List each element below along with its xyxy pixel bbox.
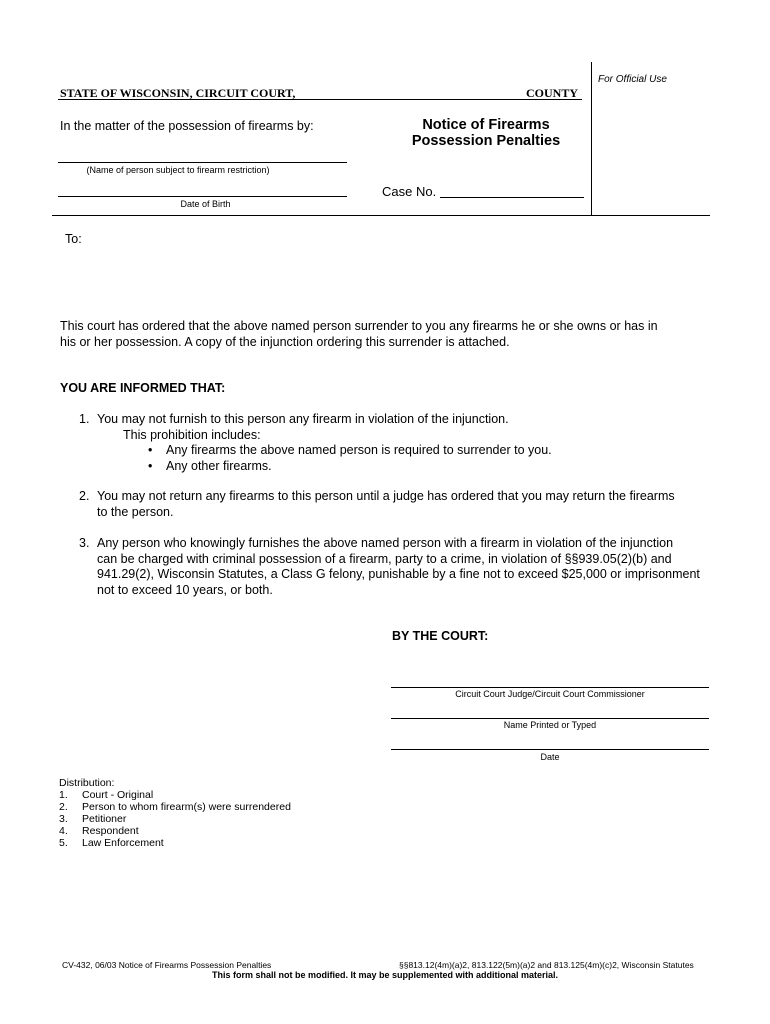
distribution-num: 4. xyxy=(59,825,68,837)
distribution-item: Person to whom firearm(s) were surrendered xyxy=(82,801,291,813)
item-2-line-1: You may not return any firearms to this person until a judge has ordered that you may return the firearms xyxy=(97,489,675,503)
footer-form-id: CV-432, 06/03 Notice of Firearms Possession Penalties xyxy=(62,960,272,970)
name-caption: (Name of person subject to firearm restriction) xyxy=(86,165,270,175)
bullet-1-marker: • xyxy=(148,443,153,457)
case-no-label: Case No. xyxy=(382,184,437,199)
intro-line-1: This court has ordered that the above named person surrender to you any firearms he or she owns or has in xyxy=(60,319,658,333)
item-1-sub: This prohibition includes: xyxy=(123,428,261,442)
distribution-num: 3. xyxy=(59,813,68,825)
footer-statutes: §§813.12(4m)(a)2, 813.122(5m)(a)2 and 813.125(4m)(c)2, Wisconsin Statutes xyxy=(399,960,694,970)
by-the-court: BY THE COURT: xyxy=(392,629,489,643)
date-line[interactable] xyxy=(391,749,709,750)
item-1-number: 1. xyxy=(79,412,90,426)
form-title-line2: Possession Penalties xyxy=(411,133,561,149)
distribution-item: Petitioner xyxy=(82,813,127,825)
item-3-line-4: not to exceed 10 years, or both. xyxy=(97,583,273,597)
item-3-number: 3. xyxy=(79,536,90,550)
distribution-title: Distribution: xyxy=(59,777,115,789)
distribution-num: 5. xyxy=(59,837,68,849)
header-bottom-rule xyxy=(52,215,710,216)
bullet-2-text: Any other firearms. xyxy=(166,459,272,473)
county-line xyxy=(58,99,582,100)
bullet-1-text: Any firearms the above named person is required to surrender to you. xyxy=(166,443,552,457)
distribution-item: Court - Original xyxy=(82,789,154,801)
name-field-line[interactable] xyxy=(58,162,347,163)
form-title-line1: Notice of Firearms xyxy=(422,117,550,133)
distribution-item: Respondent xyxy=(82,825,139,837)
item-1-text: You may not furnish to this person any firearm in violation of the injunction. xyxy=(97,412,509,426)
bullet-2-marker: • xyxy=(148,459,153,473)
dob-field-line[interactable] xyxy=(58,196,347,197)
to-label: To: xyxy=(65,232,82,246)
case-no-field-line[interactable] xyxy=(440,197,584,198)
county-label: COUNTY xyxy=(526,86,579,100)
item-3-line-2: can be charged with criminal possession of a firearm, party to a crime, in violation of §§939.05(2)(b) and xyxy=(97,552,672,566)
name-printed-caption: Name Printed or Typed xyxy=(503,720,597,730)
distribution-item: Law Enforcement xyxy=(82,837,164,849)
official-use-label: For Official Use xyxy=(598,74,667,85)
intro-line-2: his or her possession. A copy of the injunction ordering this surrender is attached. xyxy=(60,335,510,349)
judge-caption: Circuit Court Judge/Circuit Court Commissioner xyxy=(455,689,645,699)
informed-heading: YOU ARE INFORMED THAT: xyxy=(60,381,226,395)
state-court-label: STATE OF WISCONSIN, CIRCUIT COURT, xyxy=(60,86,296,100)
dob-caption: Date of Birth xyxy=(180,199,231,209)
judge-signature-line[interactable] xyxy=(391,687,709,688)
item-2-number: 2. xyxy=(79,489,90,503)
item-3-line-1: Any person who knowingly furnishes the above named person with a firearm in violation of the injunction xyxy=(97,536,674,550)
matter-intro: In the matter of the possession of firearms by: xyxy=(60,119,314,133)
item-3-line-3: 941.29(2), Wisconsin Statutes, a Class G felony, punishable by a fine not to exceed $25,000 or imprisonment xyxy=(97,567,700,581)
date-caption: Date xyxy=(540,752,560,762)
distribution-num: 2. xyxy=(59,801,68,813)
official-use-divider xyxy=(591,62,592,215)
name-printed-line[interactable] xyxy=(391,718,709,719)
distribution-num: 1. xyxy=(59,789,68,801)
item-2-line-2: to the person. xyxy=(97,505,174,519)
footer-notice: This form shall not be modified. It may be supplemented with additional material. xyxy=(211,970,559,980)
